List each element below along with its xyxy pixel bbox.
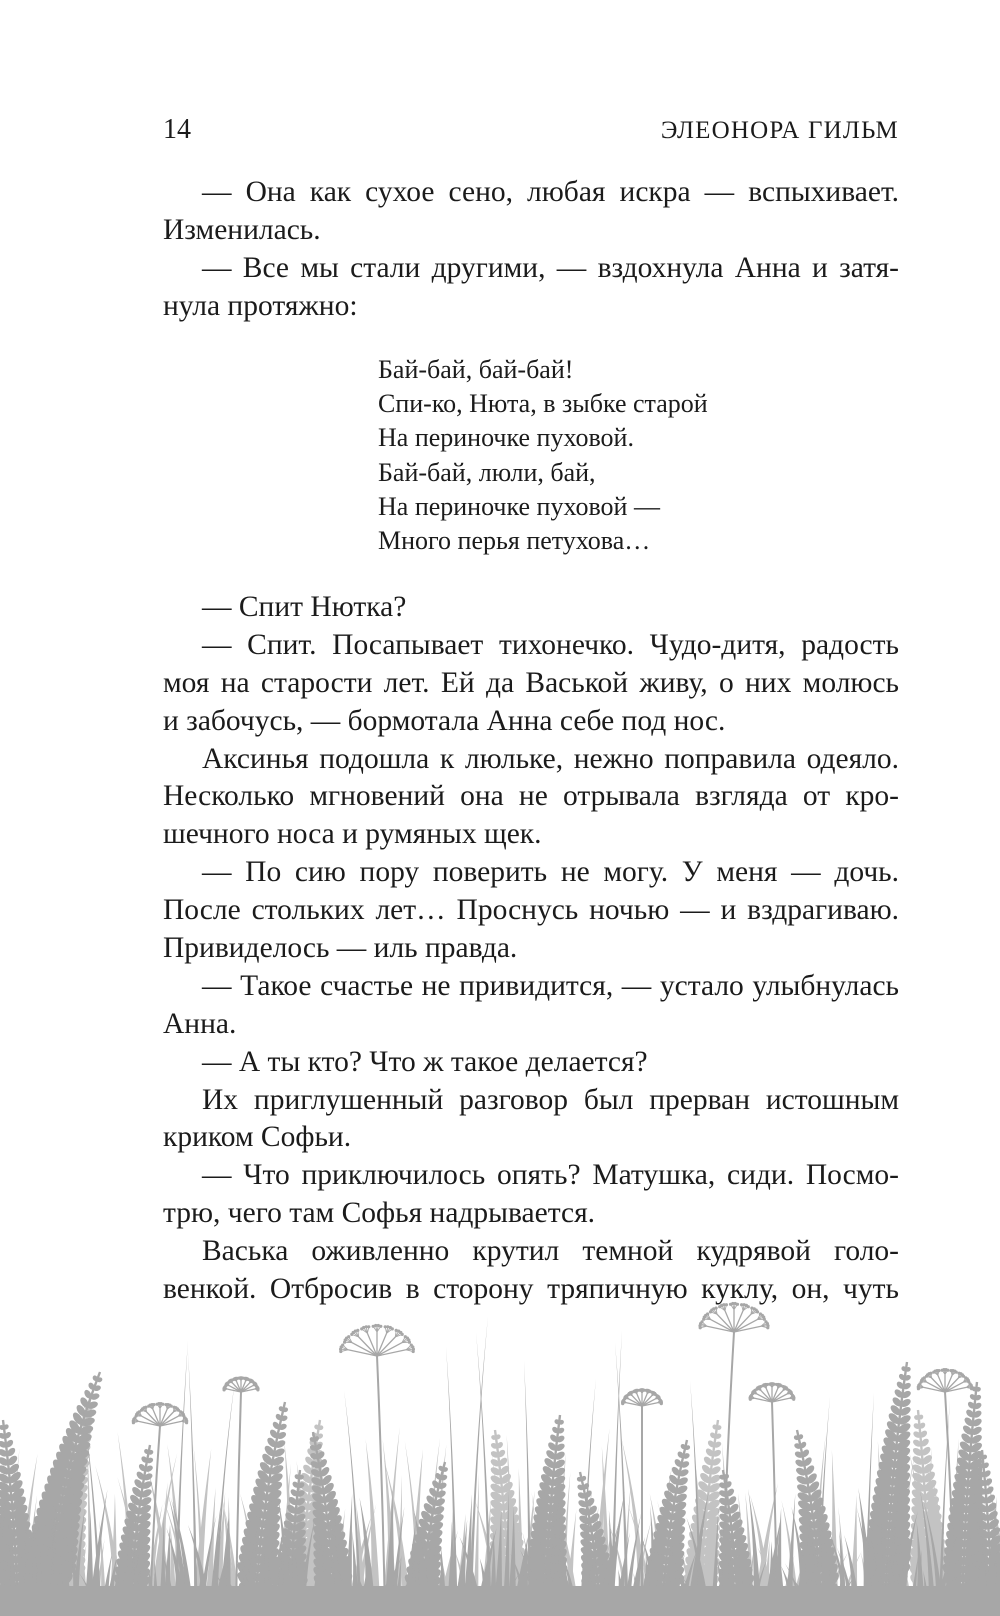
text-line: — Такое счастье не привидится, — устало улыбнулась [202,969,899,1002]
text-line: венкой. Отбросив в сторону тряпичную куклу, он, чуть [163,1273,899,1306]
text-line: криком Софьи. [163,1121,352,1154]
text-line: нула протяжно: [163,290,358,322]
poem-line: Бай-бай, люли, бай, [378,457,596,487]
text-block-1 [163,173,899,325]
text-line: Изменилась. [163,214,321,246]
text-line: — Она как сухое сено, любая искра — вспыхивает. [202,176,899,208]
text-line: Васька оживленно крутил темной кудрявой голо- [202,1235,899,1268]
text-line: трю, чего там Софья надрывается. [163,1197,596,1230]
text-line: — По сию пору поверить не могу. У меня — дочь. [202,856,899,889]
grass-front-layer [0,1302,1000,1616]
poem-line: Много перья петухова… [378,525,651,555]
poem-line: Спи-ко, Нюта, в зыбке старой [378,389,708,419]
text-block-2 [163,589,899,1309]
page-number: 14 [163,114,191,145]
text-line: Анна. [163,1007,237,1040]
text-line: моя на старости лет. Ей да Васькой живу, о них молюсь [163,666,899,699]
text-line: — Что приключилось опять? Матушка, сиди. Посмо- [202,1159,899,1192]
text-line: Их приглушенный разговор был прерван истошным [202,1083,899,1116]
text-line: — Все мы стали другими, — вздохнула Анна и затя- [202,252,899,284]
text-line: — Спит. Посапывает тихонечко. Чудо-дитя, радость [202,628,899,661]
poem-line: На периночке пуховой. [378,423,634,453]
text-line: — Спит Нютка? [202,591,407,623]
text-line: Аксинья подошла к люльке, нежно поправила одеяло. [202,742,899,775]
lullaby-poem [378,353,708,558]
text-line: Несколько мгновений она не отрывала взгляда от кро- [163,780,899,813]
grass-fern-decoration [0,1286,1000,1616]
text-line: и забочусь, — бормотала Анна себе под нос. [163,704,726,737]
text-line: После стольких лет… Проснусь ночью — и вздрагиваю. [163,894,899,927]
text-line: — А ты кто? Что ж такое делается? [202,1045,648,1078]
poem-line: На периночке пуховой — [378,491,660,521]
poem-line: Бай-бай, бай-бай! [378,355,574,384]
text-line: Привиделось — иль правда. [163,932,518,965]
text-line: шечного носа и румяных щек. [163,818,542,851]
running-head-author: ЭЛЕОНОРА ГИЛЬМ [660,117,899,144]
